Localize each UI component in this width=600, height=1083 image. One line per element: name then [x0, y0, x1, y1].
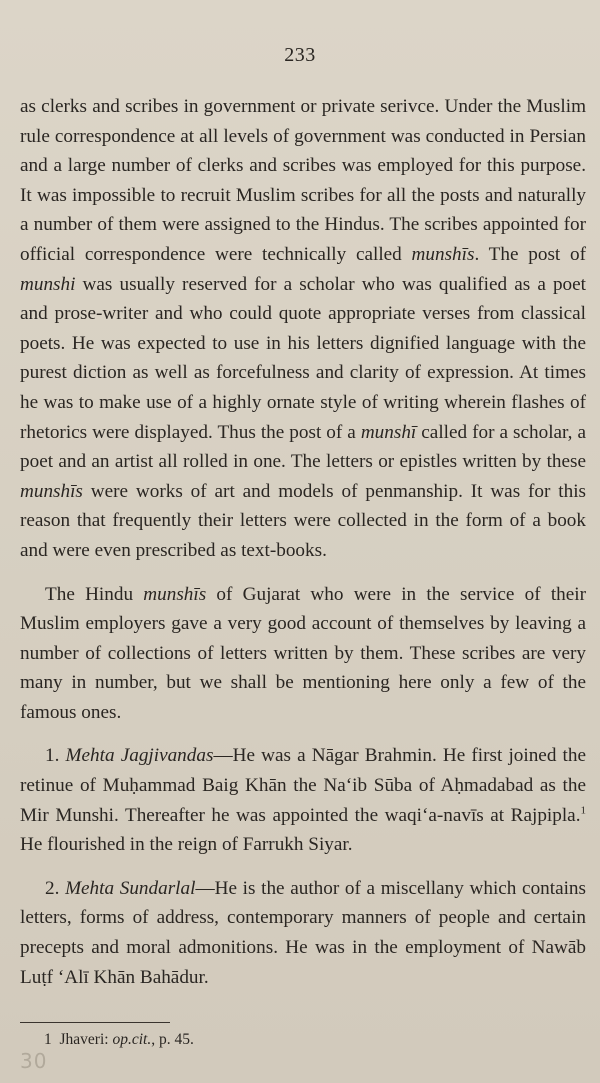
page-number: 233 — [284, 44, 316, 66]
paragraph-3: 1. Mehta Jagjivandas—He was a Nāgar Brahmin. He first joined the retinue of Muḥammad Baig Khān the Na‘ib Sūba of Aḥmadabad as the Mir Munshi. Thereafter he was appointed the waqi‘a-navīs at Rajpipla.$^1$ He flourished in the reign of Farrukh Siyar. — [20, 745, 587, 856]
paragraph-4: 2. Mehta Sundarlal—He is the author of a miscellany which contains letters, forms of address, contemporary manners of people and certain precepts and moral admonitions. He was in the employment of Nawāb Luṭf ‘Alī Khān Bahādur. — [20, 877, 586, 988]
paragraph-1: as clerks and scribes in government or private serivce. Under the Muslim rule correspondence at all levels of government was conducted in Persian and a large number of clerks and scribes was employed for this purpose. It was impossible to recruit Muslim scribes for all the posts and naturally a number of them were assigned to the Hindus. The scribes appointed for official correspondence were technically called munshīs. The post of munshi was usually reserved for a scholar who was qualified as a poet and prose-writer and who could quote appropriate verses from classical poets. He was expected to use in his letters dignified language with the purest diction as well as forcefulness and clarity of expression. At times he was to make use of a highly ornate style of writing wherein flashes of rhetorics were displayed. Thus the post of a munshī called for a scholar, a poet and an artist all rolled in one. The letters or epistles written by these munshīs were works of art and models of penmanship. It was for this reason that frequently their letters were collected in the form of a book and were even prescribed as text-books. — [20, 96, 587, 561]
paragraph-2: The Hindu munshīs of Gujarat who were in the service of their Muslim employers gave a very good account of themselves by leaving a number of collections of letters written by them. These scribes are very many in number, but we shall be mentioning here only a few of the famous ones. — [20, 583, 586, 723]
footnote-divider — [20, 1022, 170, 1023]
signature-mark: 30 — [20, 1049, 48, 1073]
body-text — [20, 92, 586, 992]
footnote: 1 Jhaveri: op.cit., p. 45. — [44, 1031, 194, 1048]
